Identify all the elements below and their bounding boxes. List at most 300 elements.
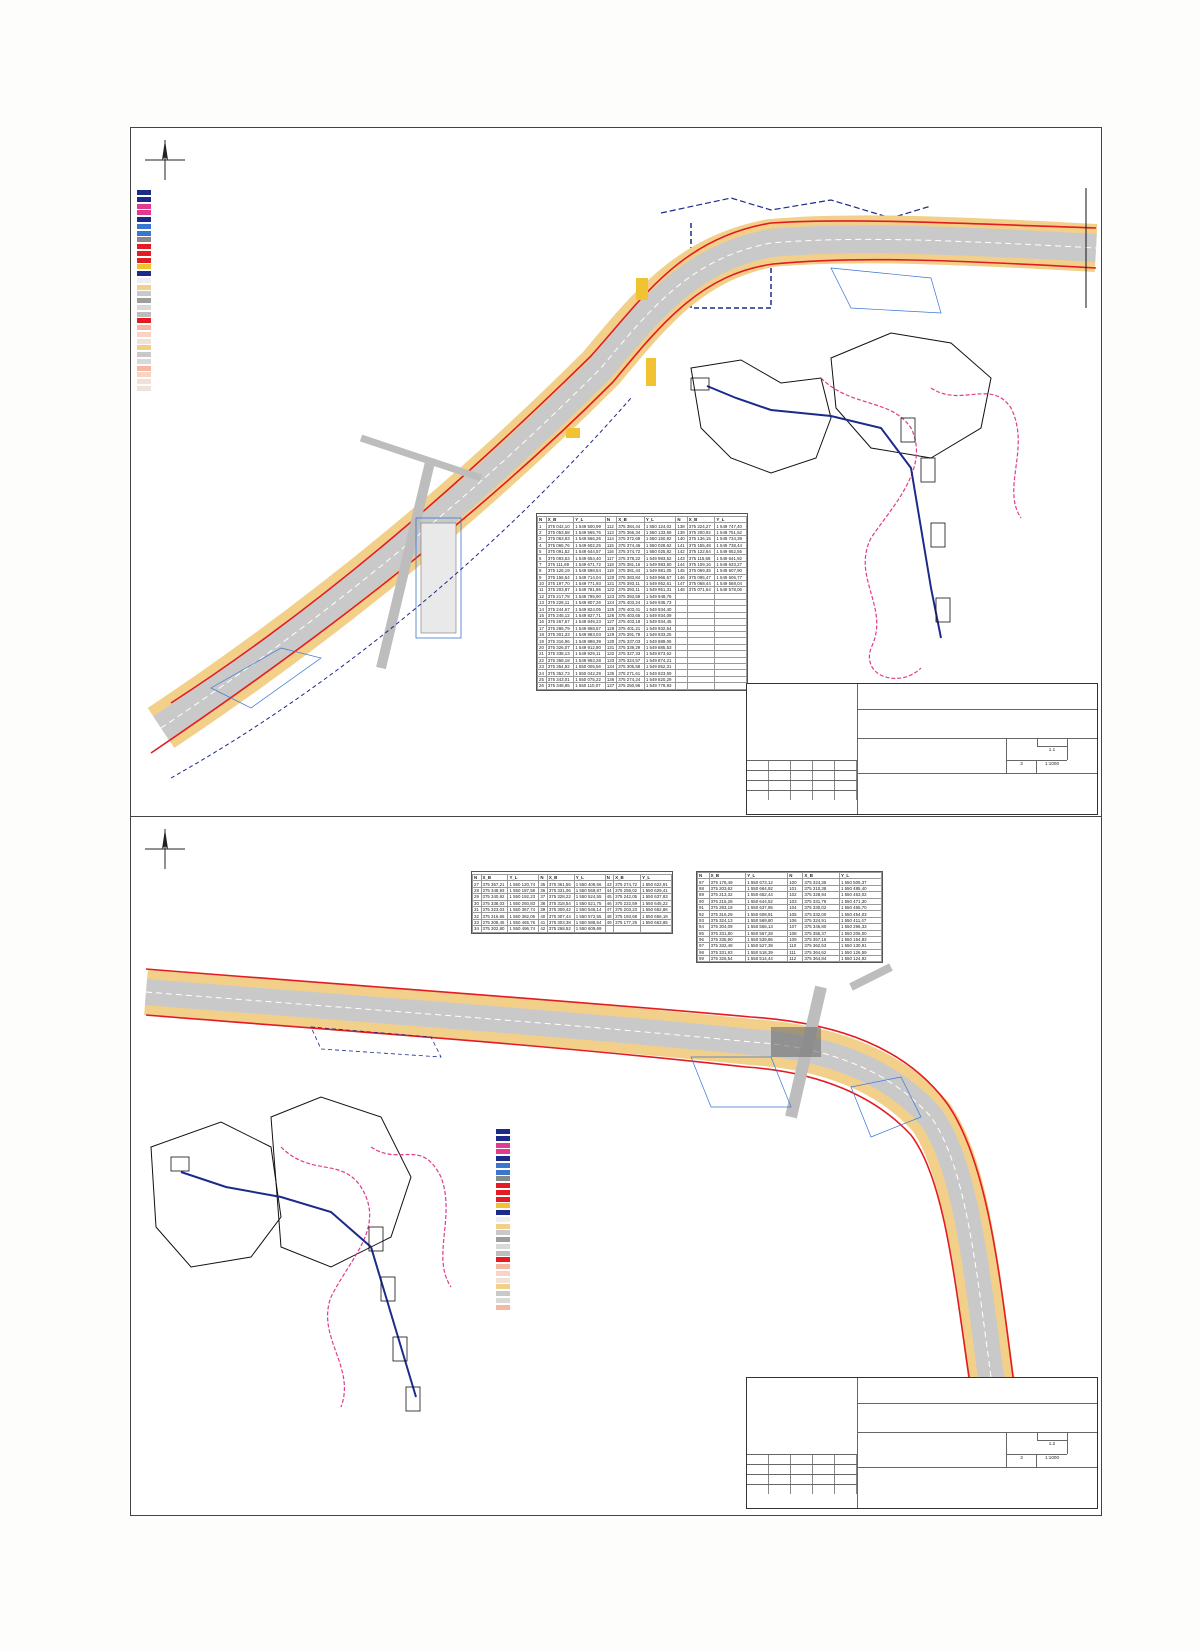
stamp2-drawing bbox=[858, 1468, 1097, 1508]
table-cell: 1 549 714,04 bbox=[574, 574, 606, 580]
table-cell: 1 550 110,07 bbox=[574, 683, 606, 689]
table-cell: 375 401,21 bbox=[617, 625, 645, 631]
table-cell: 1 550 572,55 bbox=[574, 913, 605, 919]
table-cell: 1 550 206,00 bbox=[839, 930, 881, 936]
legend-item bbox=[496, 1129, 796, 1136]
legend-item bbox=[496, 1244, 796, 1251]
table-header-cell: Y_L bbox=[574, 875, 605, 881]
table-cell: 1 549 602,25 bbox=[574, 542, 606, 548]
table-cell: 1 549 607,90 bbox=[715, 568, 747, 574]
table-cell: 375 155,48 bbox=[687, 542, 715, 548]
table-cell: 1 550 622,91 bbox=[641, 881, 672, 887]
stamp-cell bbox=[835, 791, 857, 800]
coordinates-table-3 bbox=[696, 871, 883, 963]
legend-swatch bbox=[137, 345, 151, 350]
table-cell: 1 549 751,52 bbox=[715, 529, 747, 535]
table-cell: 1 549 747,40 bbox=[715, 523, 747, 529]
table1-grid bbox=[537, 516, 747, 690]
table-cell: 108 bbox=[788, 930, 803, 936]
legend-item bbox=[496, 1210, 796, 1217]
table-cell: 126 bbox=[605, 612, 616, 618]
legend-swatch bbox=[137, 298, 151, 303]
table-cell: 375 338,13 bbox=[546, 651, 574, 657]
stamp-cell bbox=[791, 1475, 813, 1484]
table-cell: 141 bbox=[676, 542, 687, 548]
table-cell: 375 307,44 bbox=[547, 913, 574, 919]
table-cell: 375 053,58 bbox=[546, 529, 574, 535]
table-cell: 375 391,79 bbox=[617, 632, 645, 638]
table-row bbox=[538, 683, 747, 689]
table-cell: 375 193,68 bbox=[614, 913, 641, 919]
stamp-cell bbox=[747, 781, 769, 790]
table-cell: 375 095,47 bbox=[687, 574, 715, 580]
district-boundary bbox=[661, 198, 931, 218]
table-cell: 1 549 948,76 bbox=[644, 593, 676, 599]
table-cell: 375 115,68 bbox=[687, 555, 715, 561]
table-cell: 375 316,29 bbox=[709, 911, 746, 917]
table-cell: 124 bbox=[605, 600, 616, 606]
legend-swatch bbox=[496, 1190, 510, 1195]
table-cell: 135 bbox=[605, 670, 616, 676]
table-cell: 130 bbox=[605, 638, 616, 644]
table-cell: 1 549 698,54 bbox=[574, 568, 606, 574]
table-row bbox=[698, 911, 882, 917]
table-cell: 8 bbox=[538, 568, 547, 574]
table-row bbox=[698, 930, 882, 936]
table-cell: 375 222,59 bbox=[614, 900, 641, 906]
table-cell: 145 bbox=[676, 568, 687, 574]
table-cell: 375 403,18 bbox=[617, 619, 645, 625]
table-cell: 1 550 496,74 bbox=[508, 926, 539, 932]
table-cell: 1 549 983,50 bbox=[644, 561, 676, 567]
stamp-cell bbox=[835, 761, 857, 770]
legend-swatch bbox=[137, 244, 151, 249]
legend-swatch bbox=[496, 1149, 510, 1154]
stamp-row bbox=[747, 1454, 857, 1464]
table-cell: 375 302,80 bbox=[481, 926, 508, 932]
table-cell: 36 bbox=[539, 887, 548, 893]
table-cell: 1 549 566,26 bbox=[574, 536, 606, 542]
legend-item bbox=[496, 1136, 796, 1143]
table-cell: 4 bbox=[538, 542, 547, 548]
legend-swatch bbox=[137, 325, 151, 330]
table-cell: 375 393,11 bbox=[617, 580, 645, 586]
table-cell: 375 267,67 bbox=[546, 619, 574, 625]
table-cell: 1 549 852,31 bbox=[644, 663, 676, 669]
table-cell: 375 384,44 bbox=[617, 523, 645, 529]
legend-swatch bbox=[496, 1284, 510, 1289]
table-row bbox=[698, 904, 882, 910]
table-cell: 1 549 781,86 bbox=[574, 587, 606, 593]
table-cell: 375 316,65 bbox=[481, 913, 508, 919]
legend-swatch bbox=[496, 1217, 510, 1222]
table-cell: 1 550 126,59 bbox=[839, 949, 881, 955]
table-cell: 375 343,01 bbox=[546, 676, 574, 682]
table-header-cell: N bbox=[605, 517, 616, 523]
stamp-cell bbox=[813, 781, 835, 790]
table-cell: 18 bbox=[538, 632, 547, 638]
table-cell: 40 bbox=[539, 913, 548, 919]
table-cell: 375 367,21 bbox=[481, 881, 508, 887]
stamp-cell bbox=[747, 1465, 769, 1474]
legend-swatch bbox=[137, 359, 151, 364]
table-cell: 137 bbox=[605, 683, 616, 689]
table-header-cell: X_B bbox=[547, 875, 574, 881]
table-cell: 375 324,91 bbox=[803, 917, 840, 923]
table-cell: 375 309,42 bbox=[547, 906, 574, 912]
table-cell: 1 550 465,70 bbox=[839, 904, 881, 910]
legend-swatch bbox=[496, 1143, 510, 1148]
stamp2-sheets: 3 bbox=[1007, 1454, 1037, 1467]
table-cell bbox=[641, 926, 672, 932]
table-cell: 45 bbox=[605, 894, 614, 900]
table-cell: 110 bbox=[788, 943, 803, 949]
stamp1-description bbox=[858, 710, 1097, 739]
table-cell: 375 348,93 bbox=[481, 887, 508, 893]
legend-item bbox=[137, 312, 377, 319]
table-cell: 1 550 569,80 bbox=[746, 917, 788, 923]
table-cell: 142 bbox=[676, 548, 687, 554]
table-cell: 375 403,41 bbox=[617, 606, 645, 612]
table-cell: 375 203,23 bbox=[614, 906, 641, 912]
table-cell: 1 550 608,91 bbox=[746, 911, 788, 917]
table-cell: 39 bbox=[539, 906, 548, 912]
table-cell: 2 bbox=[538, 529, 547, 535]
stamp-cell bbox=[791, 791, 813, 800]
legend-swatch bbox=[496, 1251, 510, 1256]
table-cell: 375 403,65 bbox=[617, 612, 645, 618]
table-cell: 129 bbox=[605, 632, 616, 638]
table-cell: 1 bbox=[538, 523, 547, 529]
table-cell: 375 332,48 bbox=[709, 943, 746, 949]
stamp-cell bbox=[813, 771, 835, 780]
stamp-cell bbox=[747, 761, 769, 770]
legend-item bbox=[137, 237, 377, 244]
stamp-cell bbox=[791, 771, 813, 780]
table-cell: 375 364,84 bbox=[803, 956, 840, 962]
stamp-cell bbox=[813, 1475, 835, 1484]
legend-swatch bbox=[496, 1305, 510, 1310]
stamp-row bbox=[747, 790, 857, 800]
table-cell: 1 549 936,73 bbox=[644, 600, 676, 606]
table-cell: 103 bbox=[788, 898, 803, 904]
scheme-sysert-outline bbox=[271, 1097, 411, 1267]
table-cell: 1 549 795,90 bbox=[574, 593, 606, 599]
legend-swatch bbox=[137, 271, 151, 276]
table-cell: 1 549 883,03 bbox=[574, 632, 606, 638]
legend-item bbox=[496, 1149, 796, 1156]
legend-swatch bbox=[137, 251, 151, 256]
table-cell: 1 550 042,29 bbox=[574, 670, 606, 676]
table-cell: 375 328,22 bbox=[547, 894, 574, 900]
table-cell: 375 324,13 bbox=[709, 917, 746, 923]
legend-swatch bbox=[496, 1176, 510, 1181]
legend-swatch bbox=[496, 1163, 510, 1168]
table-cell: 1 549 734,39 bbox=[715, 536, 747, 542]
table-cell: 1 549 738,44 bbox=[715, 542, 747, 548]
table-cell: 1 549 671,72 bbox=[574, 561, 606, 567]
title-block-2 bbox=[746, 1377, 1098, 1509]
table-cell: 1 549 652,55 bbox=[715, 548, 747, 554]
table-cell: 1 550 567,28 bbox=[746, 930, 788, 936]
stamp-cell bbox=[747, 1485, 769, 1494]
stamp-row bbox=[747, 1474, 857, 1484]
north-arrow-icon bbox=[143, 827, 187, 871]
table-cell: 375 304,09 bbox=[709, 924, 746, 930]
table-cell: 94 bbox=[698, 924, 710, 930]
legend-swatch bbox=[137, 332, 151, 337]
stamp1-scale-label bbox=[1007, 746, 1037, 759]
table-cell: 20 bbox=[538, 644, 547, 650]
table-cell: 1 549 500,99 bbox=[574, 523, 606, 529]
stamp2-scale: 1:1000 bbox=[1037, 1454, 1067, 1467]
legend-item bbox=[137, 305, 377, 312]
table-cell: 1 550 367,74 bbox=[508, 906, 539, 912]
table-cell: 1 549 820,29 bbox=[644, 676, 676, 682]
legend-item bbox=[137, 197, 377, 204]
table-cell: 106 bbox=[788, 917, 803, 923]
table-cell: 375 286,79 bbox=[546, 625, 574, 631]
table-cell: 1 550 471,30 bbox=[839, 898, 881, 904]
table-cell: 1 549 966,57 bbox=[644, 574, 676, 580]
table-cell: 41 bbox=[539, 919, 548, 925]
table-cell: 1 549 885,53 bbox=[644, 644, 676, 650]
table-cell: 1 550 075,22 bbox=[574, 676, 606, 682]
table-row bbox=[698, 936, 882, 942]
stamp2-description bbox=[858, 1404, 1097, 1433]
table-cell: 1 549 889,06 bbox=[644, 638, 676, 644]
table-cell: 1 550 409,56 bbox=[574, 881, 605, 887]
table-cell: 29 bbox=[473, 894, 482, 900]
stamp-cell bbox=[747, 1455, 769, 1464]
table-cell: 1 550 527,39 bbox=[746, 943, 788, 949]
table-cell: 112 bbox=[605, 523, 616, 529]
table-cell: 375 091,52 bbox=[546, 548, 574, 554]
stamp-cell bbox=[769, 771, 791, 780]
legend-item bbox=[496, 1170, 796, 1177]
legend-item bbox=[496, 1197, 796, 1204]
table-cell: 1 550 644,52 bbox=[746, 898, 788, 904]
legend-item bbox=[137, 217, 377, 224]
table-cell: 1 550 637,95 bbox=[746, 904, 788, 910]
table-cell: 375 156,54 bbox=[546, 574, 574, 580]
table-cell: 134 bbox=[605, 663, 616, 669]
table-cell: 140 bbox=[676, 536, 687, 542]
table-cell: 375 340,92 bbox=[481, 894, 508, 900]
table-cell: 1 550 524,55 bbox=[574, 894, 605, 900]
table-cell: 117 bbox=[605, 555, 616, 561]
table-cell: 22 bbox=[538, 657, 547, 663]
table-cell: 100 bbox=[788, 879, 803, 885]
table-cell: 375 068,44 bbox=[687, 580, 715, 586]
table-cell: 1 550 664,92 bbox=[746, 885, 788, 891]
table-cell: 1 549 932,54 bbox=[644, 625, 676, 631]
table-cell: 120 bbox=[605, 574, 616, 580]
legend-swatch bbox=[137, 210, 151, 215]
table-cell: 1 550 518,39 bbox=[746, 949, 788, 955]
table-cell: 13 bbox=[538, 600, 547, 606]
table-cell: 1 550 609,69 bbox=[574, 926, 605, 932]
table-cell: 1 549 983,52 bbox=[644, 555, 676, 561]
table-cell: 375 203,87 bbox=[546, 587, 574, 593]
legend-swatch bbox=[137, 231, 151, 236]
table-header-cell: N bbox=[676, 517, 687, 523]
table-row bbox=[698, 956, 882, 962]
scheme-pink-boundary bbox=[821, 378, 921, 678]
legend-swatch bbox=[137, 352, 151, 357]
coordinates-table-2 bbox=[471, 871, 673, 934]
table-cell: 375 403,24 bbox=[617, 600, 645, 606]
table-cell: 138 bbox=[676, 523, 687, 529]
north-arrow-icon bbox=[143, 138, 187, 182]
table-cell: 375 200,92 bbox=[687, 529, 715, 535]
table-cell: 122 bbox=[605, 587, 616, 593]
table-cell: 375 093,53 bbox=[546, 555, 574, 561]
legend-swatch bbox=[496, 1264, 510, 1269]
stamp-row bbox=[747, 1464, 857, 1474]
legend-swatch bbox=[137, 372, 151, 377]
table-cell: 1 549 633,27 bbox=[715, 561, 747, 567]
table-cell: 1 549 565,76 bbox=[574, 529, 606, 535]
table-cell: 1 549 568,04 bbox=[715, 580, 747, 586]
table-cell: 144 bbox=[676, 561, 687, 567]
stamp-cell bbox=[791, 761, 813, 770]
table-cell bbox=[614, 926, 641, 932]
table-cell: 1 549 981,05 bbox=[644, 568, 676, 574]
table-cell: 109 bbox=[788, 936, 803, 942]
table-cell: 375 316,96 bbox=[546, 638, 574, 644]
legend-item bbox=[137, 366, 377, 373]
legend-item bbox=[496, 1291, 796, 1298]
table-cell: 107 bbox=[788, 924, 803, 930]
table-cell: 375 346,80 bbox=[803, 924, 840, 930]
table-cell: 1 549 849,23 bbox=[574, 619, 606, 625]
stamp-cell bbox=[813, 791, 835, 800]
legend-item bbox=[496, 1183, 796, 1190]
legend-item bbox=[137, 224, 377, 231]
table-row bbox=[698, 943, 882, 949]
legend-item bbox=[137, 210, 377, 217]
stamp-row bbox=[747, 770, 857, 780]
legend-item bbox=[137, 318, 377, 325]
legend-item bbox=[137, 386, 377, 393]
stamp-cell bbox=[769, 791, 791, 800]
table-header-cell: N bbox=[605, 875, 614, 881]
table-cell: 375 366,34 bbox=[617, 529, 645, 535]
legend-item bbox=[137, 339, 377, 346]
table-cell: 99 bbox=[698, 956, 710, 962]
legend-swatch bbox=[496, 1257, 510, 1262]
table-cell: 92 bbox=[698, 911, 710, 917]
table-header-cell: N bbox=[473, 875, 482, 881]
table-cell: 375 327,33 bbox=[617, 651, 645, 657]
stamp1-scale: 1:1000 bbox=[1037, 760, 1067, 773]
legend-item bbox=[137, 244, 377, 251]
legend-item bbox=[137, 271, 377, 278]
scheme-aramil-outline bbox=[691, 360, 831, 473]
legend-swatch bbox=[496, 1136, 510, 1141]
table-row bbox=[698, 924, 882, 930]
table-cell: 375 250,96 bbox=[617, 683, 645, 689]
table-cell: 127 bbox=[605, 619, 616, 625]
table-cell: 113 bbox=[605, 529, 616, 535]
table-cell: 375 268,52 bbox=[547, 926, 574, 932]
table-cell: 1 550 133,59 bbox=[644, 529, 676, 535]
table-cell: 1 550 130,91 bbox=[839, 943, 881, 949]
table-cell: 1 549 644,57 bbox=[574, 548, 606, 554]
legend-swatch bbox=[137, 312, 151, 317]
legend-item bbox=[496, 1156, 796, 1163]
table-header-cell: Y_L bbox=[746, 873, 788, 879]
legend-item bbox=[137, 285, 377, 292]
legend-item bbox=[496, 1284, 796, 1291]
table-cell: 27 bbox=[473, 881, 482, 887]
table-cell: 28 bbox=[473, 887, 482, 893]
table-cell: 375 245,12 bbox=[546, 612, 574, 618]
table-cell: 375 310,38 bbox=[803, 885, 840, 891]
table-cell: 38 bbox=[539, 900, 548, 906]
table-cell: 11 bbox=[538, 587, 547, 593]
table-cell: 47 bbox=[605, 906, 614, 912]
table-cell: 375 197,70 bbox=[546, 580, 574, 586]
table-cell: 1 549 873,62 bbox=[644, 651, 676, 657]
table-cell: 1 550 485,40 bbox=[839, 885, 881, 891]
table-cell bbox=[715, 683, 747, 689]
legend-swatch bbox=[496, 1224, 510, 1229]
table-cell: 375 063,93 bbox=[546, 536, 574, 542]
stamp-cell bbox=[769, 761, 791, 770]
table-cell: 139 bbox=[676, 529, 687, 535]
table-cell: 1 549 898,39 bbox=[574, 638, 606, 644]
table-cell: 98 bbox=[698, 949, 710, 955]
table-cell: 375 324,35 bbox=[803, 879, 840, 885]
table-cell: 34 bbox=[473, 926, 482, 932]
table-cell: 1 550 559,87 bbox=[574, 887, 605, 893]
table-header-cell: Y_L bbox=[508, 875, 539, 881]
table-cell: 375 326,54 bbox=[709, 956, 746, 962]
table-cell: 375 356,37 bbox=[803, 930, 840, 936]
table-cell: 375 338,03 bbox=[481, 900, 508, 906]
table-cell: 375 331,06 bbox=[547, 887, 574, 893]
table-cell: 1 550 539,86 bbox=[746, 936, 788, 942]
table-cell: 3 bbox=[538, 536, 547, 542]
legend-item bbox=[137, 251, 377, 258]
table-cell: 375 126,19 bbox=[546, 568, 574, 574]
table-cell: 14 bbox=[538, 606, 547, 612]
stamp-cell bbox=[835, 1475, 857, 1484]
stamp1-drawing bbox=[858, 774, 1097, 814]
table-cell: 375 331,93 bbox=[709, 949, 746, 955]
table-row bbox=[698, 892, 882, 898]
table-cell: 375 352,73 bbox=[546, 670, 574, 676]
legend-item bbox=[496, 1224, 796, 1231]
legend-item bbox=[137, 264, 377, 271]
table-cell: 148 bbox=[676, 587, 687, 593]
stamp1-sheets: 3 bbox=[1007, 760, 1037, 773]
stamp-cell bbox=[769, 1455, 791, 1464]
table-cell: 375 303,38 bbox=[547, 919, 574, 925]
table-row bbox=[473, 926, 672, 932]
stamp2-code bbox=[858, 1378, 1097, 1404]
table-cell bbox=[605, 926, 614, 932]
stamp-cell bbox=[791, 781, 813, 790]
table-cell: 101 bbox=[788, 885, 803, 891]
table-cell: 375 301,33 bbox=[546, 632, 574, 638]
legend-item bbox=[496, 1237, 796, 1244]
stamp1-sheets-label bbox=[1038, 739, 1068, 746]
table-cell: 1 549 641,92 bbox=[715, 555, 747, 561]
table-cell: 136 bbox=[605, 676, 616, 682]
